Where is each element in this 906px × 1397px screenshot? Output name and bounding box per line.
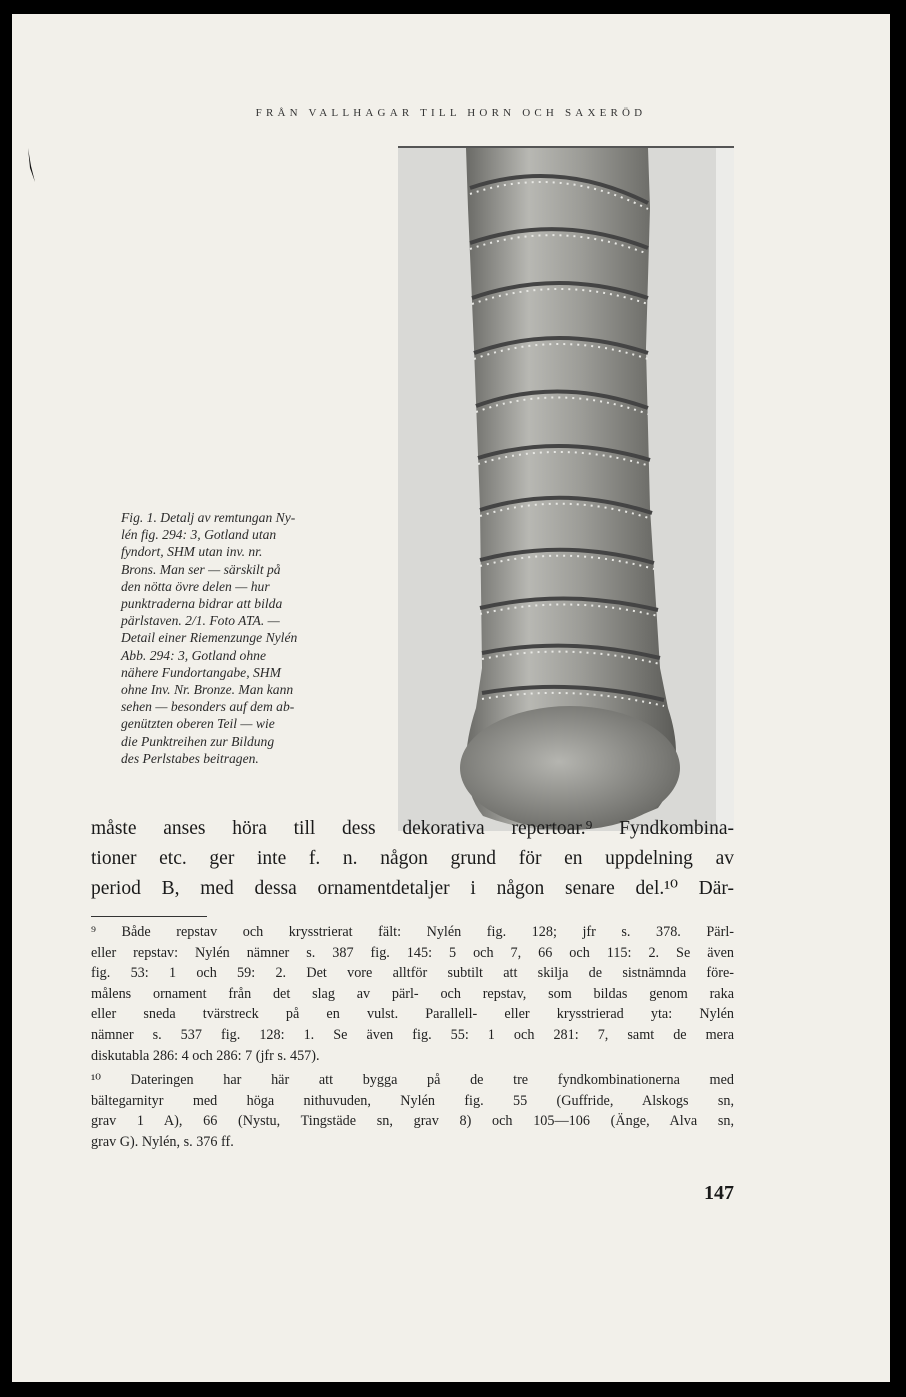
strap-end-photo	[398, 148, 734, 831]
footnote-line: grav 1 A), 66 (Nystu, Tingstäde sn, grav 8) och 105—106 (Änge, Alva sn,	[91, 1113, 734, 1130]
caption-line: Detail einer Riemenzunge Nylén	[121, 630, 298, 646]
body-line: period B, med dessa ornamentdetaljer i någon senare del.¹⁰ Där-	[91, 878, 734, 899]
caption-line: Brons. Man ser — särskilt på	[121, 561, 281, 577]
footnote-rule	[91, 916, 207, 917]
footnote-line: fig. 53: 1 och 59: 2. Det vore alltför subtilt att skilja de sistnämnda före-	[91, 965, 734, 982]
book-page	[12, 14, 890, 1382]
caption-line: Fig. 1. Detalj av remtungan Ny-	[121, 510, 296, 525]
footnote-line: ⁹ Både repstav och krysstrierat fält: Nylén fig. 128; jfr s. 378. Pärl-	[91, 924, 734, 940]
figure-caption	[121, 509, 373, 767]
footnotes	[91, 922, 734, 1153]
footnote-line: nämner s. 537 fig. 128: 1. Se även fig. 55: 1 och 281: 7, samt de mera	[91, 1026, 734, 1043]
caption-line: Abb. 294: 3, Gotland ohne	[121, 647, 266, 663]
footnote-line: eller repstav: Nylén nämner s. 387 fig. 145: 5 och 7, 66 och 115: 2. Se även	[91, 944, 734, 961]
footnote-line: eller sneda tvärstreck på en vulst. Parallell- eller krysstrierad yta: Nylén	[91, 1006, 734, 1023]
caption-line: ohne Inv. Nr. Bronze. Man kann	[121, 682, 294, 698]
caption-line: pärlstaven. 2/1. Foto ATA. —	[121, 613, 280, 629]
footnote-line: målens ornament från det slag av pärl- och repstav, som bildas genom raka	[91, 985, 734, 1002]
body-line: tioner etc. ger inte f. n. någon grund för en uppdelning av	[91, 848, 734, 869]
caption-line: den nötta övre delen — hur	[121, 578, 270, 594]
caption-line: des Perlstabes beitragen.	[121, 750, 259, 766]
caption-line: fyndort, SHM utan inv. nr.	[121, 544, 263, 560]
footnote-10	[91, 1070, 734, 1152]
caption-line: lén fig. 294: 3, Gotland utan	[121, 527, 277, 543]
caption-line: die Punktreihen zur Bildung	[121, 733, 275, 749]
footnote-line: bältegarnityr med höga nithuvuden, Nylén fig. 55 (Guffride, Alskogs sn,	[91, 1092, 734, 1109]
caption-line: sehen — besonders auf dem ab-	[121, 699, 295, 715]
caption-line: punktraderna bidrar att bilda	[121, 596, 283, 612]
footnote-9	[91, 922, 734, 1066]
caption-line: nähere Fundortangabe, SHM	[121, 664, 281, 680]
page-number: 147	[704, 1182, 734, 1204]
margin-mark	[26, 146, 36, 184]
running-head: FRÅN VALLHAGAR TILL HORN OCH SAXERÖD	[255, 107, 647, 119]
caption-line: genützten oberen Teil — wie	[121, 716, 275, 732]
footnote-line: ¹⁰ Dateringen har här att bygga på de tre fyndkombinationerna med	[91, 1072, 734, 1089]
body-line: måste anses höra till dess dekorativa repertoar.⁹ Fyndkombina-	[91, 818, 734, 839]
footnote-line: diskutabla 286: 4 och 286: 7 (jfr s. 457).	[91, 1047, 320, 1064]
figure-photo	[398, 146, 734, 831]
footnote-line: grav G). Nylén, s. 376 ff.	[91, 1133, 234, 1150]
body-paragraph	[91, 814, 734, 904]
